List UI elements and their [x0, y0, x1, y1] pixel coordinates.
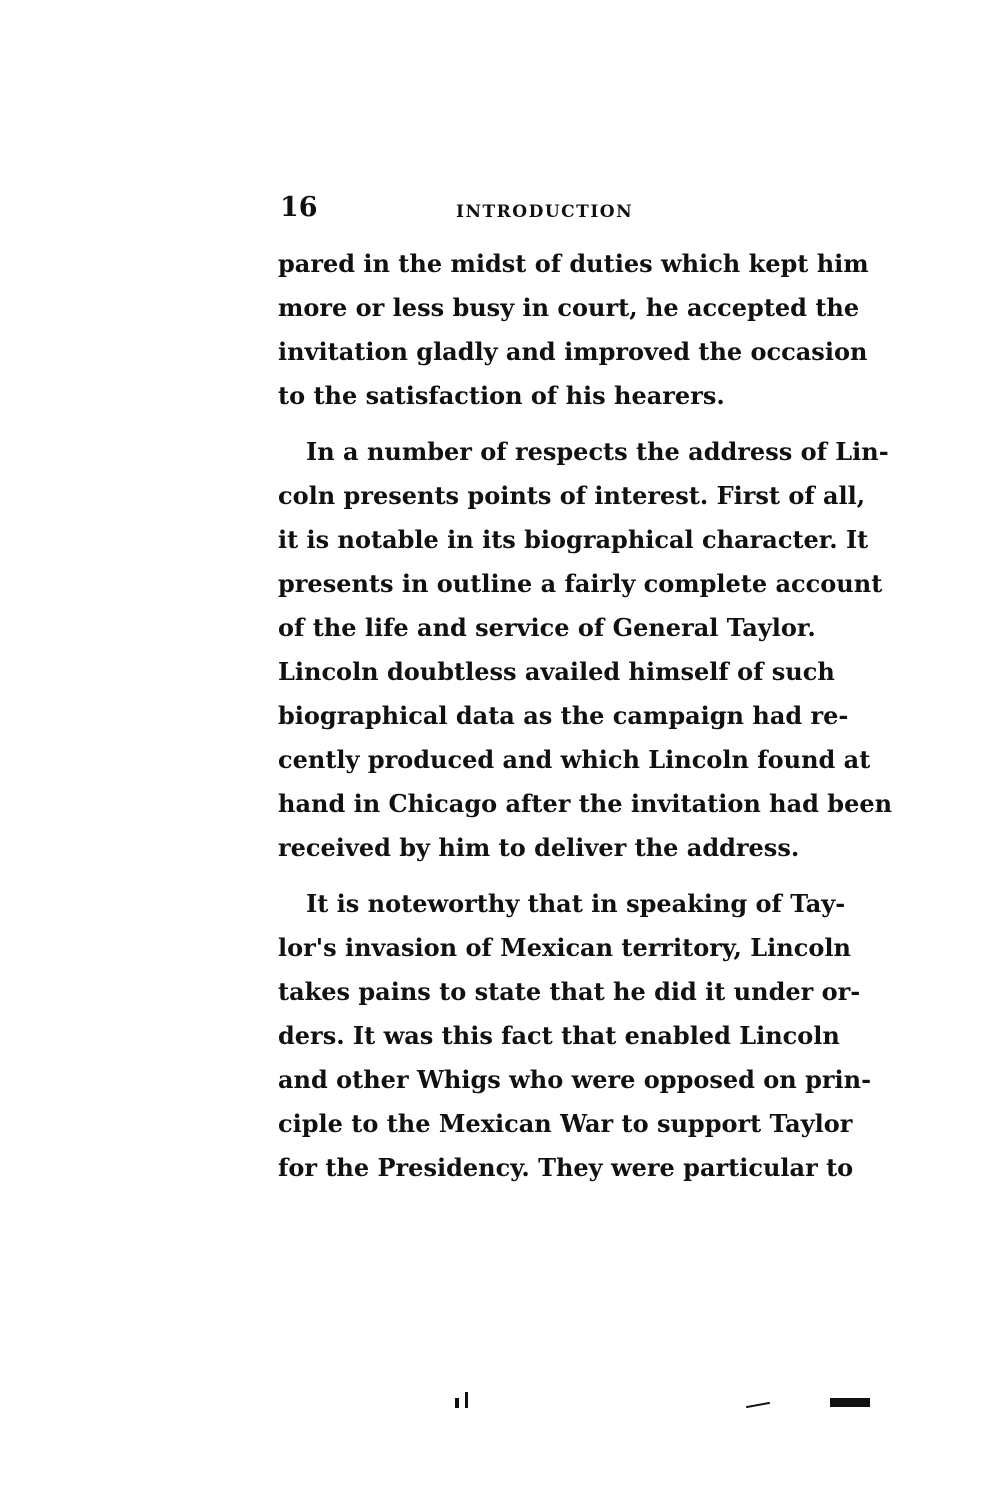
text-line: Lincoln doubtless availed himself of such [278, 657, 835, 686]
scan-artifact [746, 1402, 770, 1408]
page-header [280, 192, 820, 232]
text-line: to the satisfaction of his hearers. [278, 381, 725, 410]
text-line: ciple to the Mexican War to support Taylor [278, 1109, 853, 1138]
body-text [278, 242, 893, 1190]
text-line: takes pains to state that he did it under or- [278, 977, 861, 1006]
scan-artifact [455, 1398, 459, 1408]
scan-artifact [830, 1398, 870, 1407]
page-number: 16 [280, 192, 318, 223]
text-line: coln presents points of interest. First of all, [278, 481, 866, 510]
text-line: cently produced and which Lincoln found at [278, 745, 871, 774]
text-line: it is notable in its biographical character. It [278, 525, 869, 554]
text-line: ders. It was this fact that enabled Lincoln [278, 1021, 840, 1050]
text-line: hand in Chicago after the invitation had been [278, 789, 893, 818]
text-line: pared in the midst of duties which kept him [278, 249, 869, 278]
scan-artifact [465, 1392, 468, 1408]
text-line: of the life and service of General Taylor. [278, 613, 816, 642]
text-line: and other Whigs who were opposed on prin- [278, 1065, 872, 1094]
text-line: presents in outline a fairly complete account [278, 569, 883, 598]
text-line: lor's invasion of Mexican territory, Lincoln [278, 933, 851, 962]
text-line: invitation gladly and improved the occasion [278, 337, 868, 366]
paragraph-2 [278, 430, 893, 870]
paragraph-1 [278, 242, 869, 418]
running-head: INTRODUCTION [456, 202, 634, 222]
text-line: biographical data as the campaign had re- [278, 701, 849, 730]
text-line: received by him to deliver the address. [278, 833, 800, 862]
text-line: In a number of respects the address of Lin- [306, 437, 889, 466]
text-line: more or less busy in court, he accepted the [278, 293, 860, 322]
text-line: It is noteworthy that in speaking of Tay- [306, 889, 846, 918]
paragraph-3 [278, 882, 872, 1190]
text-line: for the Presidency. They were particular to [278, 1153, 854, 1182]
